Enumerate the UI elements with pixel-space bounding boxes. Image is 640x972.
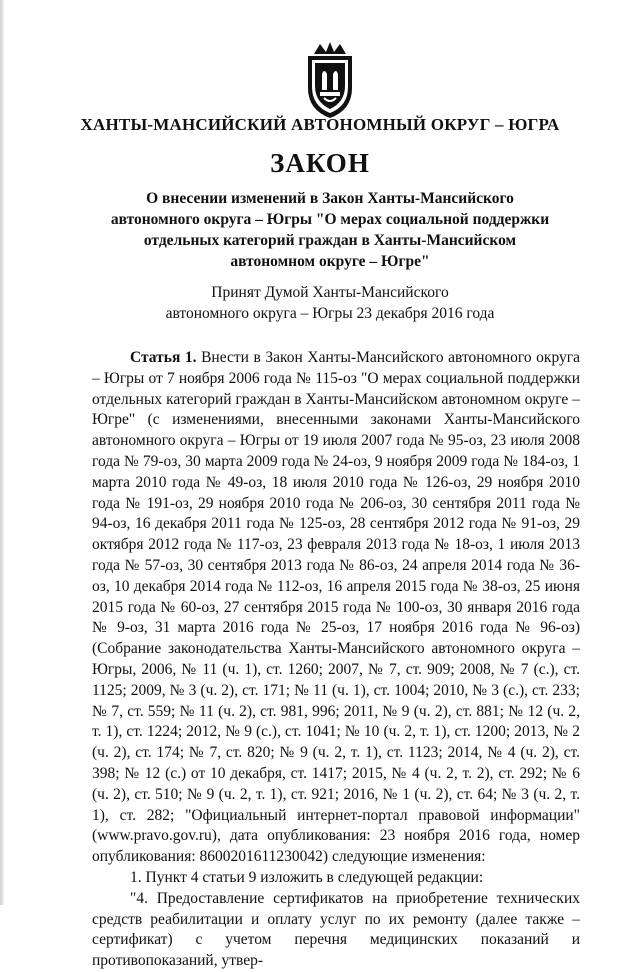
article-1-paragraph (92, 348, 580, 868)
law-subject (100, 188, 560, 272)
adoption-line: Принят Думой Ханты-Мансийского (211, 284, 449, 301)
article-label: Статья 1. (130, 349, 197, 366)
scan-edge (0, 0, 4, 905)
adoption-line: автономного округа – Югры 23 декабря 2016 года (165, 305, 495, 322)
subject-line: О внесении изменений в Закон Ханты-Мансийского (146, 190, 514, 207)
region-title: ХАНТЫ-МАНСИЙСКИЙ АВТОНОМНЫЙ ОКРУГ – ЮГРА (80, 115, 560, 134)
law-body (92, 348, 580, 972)
quoted-paragraph: "4. Предоставление сертификатов на приобретение технических средств реабилитации и оплату услуг по их ремонту (далее также – сертификат) с учетом перечня медицинских показаний и противопоказаний, утвер- (92, 889, 580, 970)
article-text: Внести в Закон Ханты-Мансийского автономного округа – Югры от 7 ноября 2006 года № 115-оз "О мерах социальной поддержки отдельных категорий граждан в Ханты-Мансийском автономном округе – Югре" (с изменениями, внесенными законами Ханты-Мансийского автономного округа – Югры от 19 июля 2007 года № 95-оз, 23 июля 2008 года № 79-оз, 30 марта 2009 года № 24-оз, 9 ноября 2009 года № 184-оз, 1 марта 2010 года № 49-оз, 18 июля 2010 года № 126-оз, 29 ноября 2010 года № 191-оз, 29 ноября 2010 года № 206-оз, 30 сентября 2011 года № 94-оз, 16 декабря 2011 года № 125-оз, 28 сентября 2012 года № 91-оз, 29 октября 2012 года № 117-оз, 23 февраля 2013 года № 18-оз, 1 июля 2013 года № 57-оз, 30 сентября 2013 года № 86-оз, 24 апреля 2014 года № 36-оз, 10 декабря 2014 года № 112-оз, 16 апреля 2015 года № 38-оз, 25 июня 2015 года № 60-оз, 27 сентября 2015 года № 100-оз, 30 января 2016 года № 9-оз, 31 марта 2016 года № 25-оз, 17 ноября 2016 года № 96-оз) (Собрание законодательства Ханты-Мансийского автономного округа – Югры, 2006, № 11 (ч. 1), ст. 1260; 2007, № 7, ст. 909; 2008, № 7 (с.), ст. 1125; 2009, № 3 (ч. 2), ст. 171; № 11 (ч. 1), ст. 1004; 2010, № 3 (с.), ст. 233; № 7, ст. 559; № 11 (ч. 2), ст. 981, 996; 2011, № 9 (ч. 2), ст. 881; № 12 (ч. 2, т. 1), ст. 1224; 2012, № 9 (с.), ст. 1041; № 10 (ч. 2, т. 1), ст. 1200; 2013, № 2 (ч. 2), ст. 174; № 7, ст. 820; № 9 (ч. 2, т. 1), ст. 1123; 2014, № 4 (ч. 2), ст. 398; № 12 (с.) от 10 декабря, ст. 1417; 2015, № 4 (ч. 2, т. 2), ст. 292; № 6 (ч. 2), ст. 510; № 9 (ч. 2, т. 1), ст. 921; 2016, № 1 (ч. 2), ст. 64; № 3 (ч. 2, т. 1), ст. 282; "Официальный интернет-портал правовой информации" (www.pravo.gov.ru), дата опубликования: 23 ноября 2016 года, номер опубликования: 8600201611230042) следующие изменения: (92, 349, 580, 866)
subject-line: отдельных категорий граждан в Ханты-Мансийском (143, 232, 517, 249)
document-type: ЗАКОН (270, 148, 370, 178)
adoption-note (100, 282, 560, 324)
item-1-paragraph: 1. Пункт 4 статьи 9 изложить в следующей редакции: (130, 868, 484, 886)
coat-of-arms-icon (300, 40, 360, 120)
subject-line: автономном округе – Югре" (230, 253, 430, 270)
subject-line: автономного округа – Югры "О мерах социальной поддержки (110, 211, 550, 228)
